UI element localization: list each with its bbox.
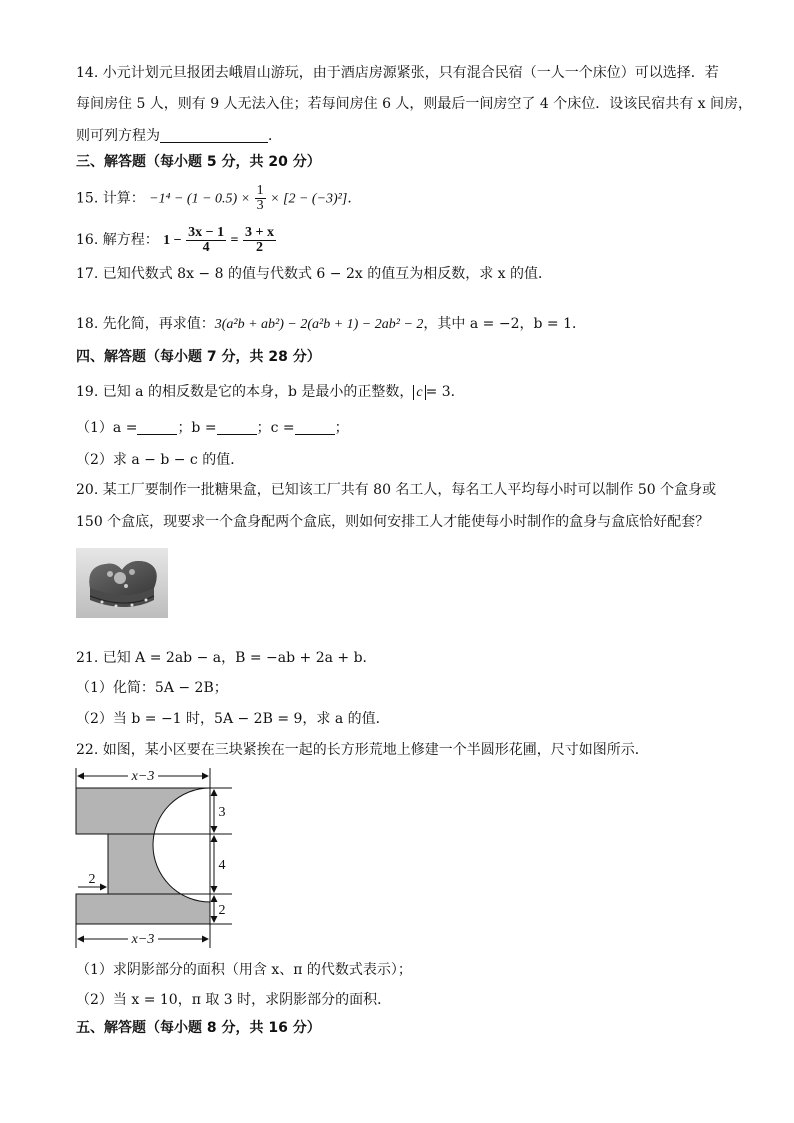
q20-line1: 20. 某工厂要制作一批糖果盒，已知该工厂共有 80 名工人，每名工人平均每小时可以制作 50 个盒身或 [76,482,717,498]
q18-label: 18. 先化简，再求值： [76,316,215,332]
q14-answer-blank [160,128,268,143]
candy-box-photo [76,548,168,618]
q19-blank-b [217,420,257,435]
q15-label: 15. 计算： [76,190,145,207]
q19-part1 [76,418,349,438]
q19-blank-c [295,420,335,435]
q15-frac-num: 1 [256,183,264,198]
fig-right-label-2: 2 [218,903,226,918]
q16-den1: 4 [202,239,210,255]
q20-line2: 150 个盒底，现要求一个盒身配两个盒底，则如何安排工人才能使每小时制作的盒身与盒底恰好配套？ [76,514,710,530]
q19-p1-b: ；b = [177,420,217,436]
q14-line1: 14. 小元计划元旦报团去峨眉山游玩，由于酒店房源紧张，只有混合民宿（一人一个床位）可以选择．若 [76,65,719,81]
q22-part1: （1）求阴影部分的面积（用含 x、π 的代数式表示）； [76,962,412,978]
fig-right-label-4: 4 [218,858,226,873]
q16-num1: 3x − 1 [188,224,225,240]
q16-eq: = [230,233,239,248]
q16-label: 16. 解方程： [76,232,159,248]
q19-post: = 3． [425,384,465,400]
q16-num2: 3 + x [244,224,274,240]
q19-abs-c: c [413,385,425,400]
q16-fraction-2 [243,226,276,255]
q18 [76,314,586,335]
section-4-title: 四、解答题（每小题 7 分，共 28 分） [76,349,321,365]
q21-part1: （1）化简：5A − 2B； [76,680,228,696]
q15-end: ． [347,190,362,207]
fig-top-label: x−3 [131,769,155,784]
q19-p1-c: ；c = [256,420,295,436]
q15-expr-post: × [2 − (−3)²] [270,191,348,207]
q19-blank-a [137,420,177,435]
q16 [76,224,276,257]
q15-fraction [255,184,266,213]
q19-p1-a: （1）a = [76,420,138,436]
q19-part2: （2）求 a − b − c 的值． [76,452,245,468]
q19-pre: 19. 已知 a 的相反数是它的本身，b 是最小的正整数， [76,384,414,400]
q14-prefix: 则可列方程为 [76,128,160,144]
q14-line2: 每间房住 5 人，则有 9 人无法入住；若每间房住 6 人，则最后一间房空了 4 个床位．设该民宿共有 x 间房， [76,96,753,112]
q15-expr-pre: −1⁴ − (1 − 0.5) × [149,191,251,207]
q15 [76,184,361,214]
q14-end: ． [268,128,282,144]
garden-figure [72,766,242,952]
q15-frac-den: 3 [256,198,264,213]
section-3-title: 三、解答题（每小题 5 分，共 20 分） [76,154,321,170]
section-5-title: 五、解答题（每小题 8 分，共 16 分） [76,1020,321,1036]
q19-p1-end: ； [334,420,349,436]
fig-left-label: 2 [88,872,96,887]
q16-fraction-1 [186,226,226,255]
fig-bottom-label: x−3 [131,932,155,947]
fig-right-label-3: 3 [218,805,226,820]
q22-line1: 22. 如图，某小区要在三块紧挨在一起的长方形荒地上修建一个半圆形花圃，尺寸如图所示． [76,742,649,758]
q19-stem [76,382,465,403]
q14-line3 [76,126,282,146]
q18-expr: 3(a²b + ab²) − 2(a²b + 1) − 2ab² − 2 [214,317,424,332]
q18-cond: ，其中 a = −2，b = 1． [423,316,586,332]
q22-part2: （2）当 x = 10，π 取 3 时，求阴影部分的面积． [76,992,392,1008]
q21-part2: （2）当 b = −1 时，5A − 2B = 9，求 a 的值． [76,711,390,727]
q16-a: 1 − [163,233,182,248]
q21-line1: 21. 已知 A = 2ab − a，B = −ab + 2a + b． [76,650,377,666]
q16-den2: 2 [255,239,263,255]
q17: 17. 已知代数式 8x − 8 的值与代数式 6 − 2x 的值互为相反数，求 x 的值． [76,266,552,282]
